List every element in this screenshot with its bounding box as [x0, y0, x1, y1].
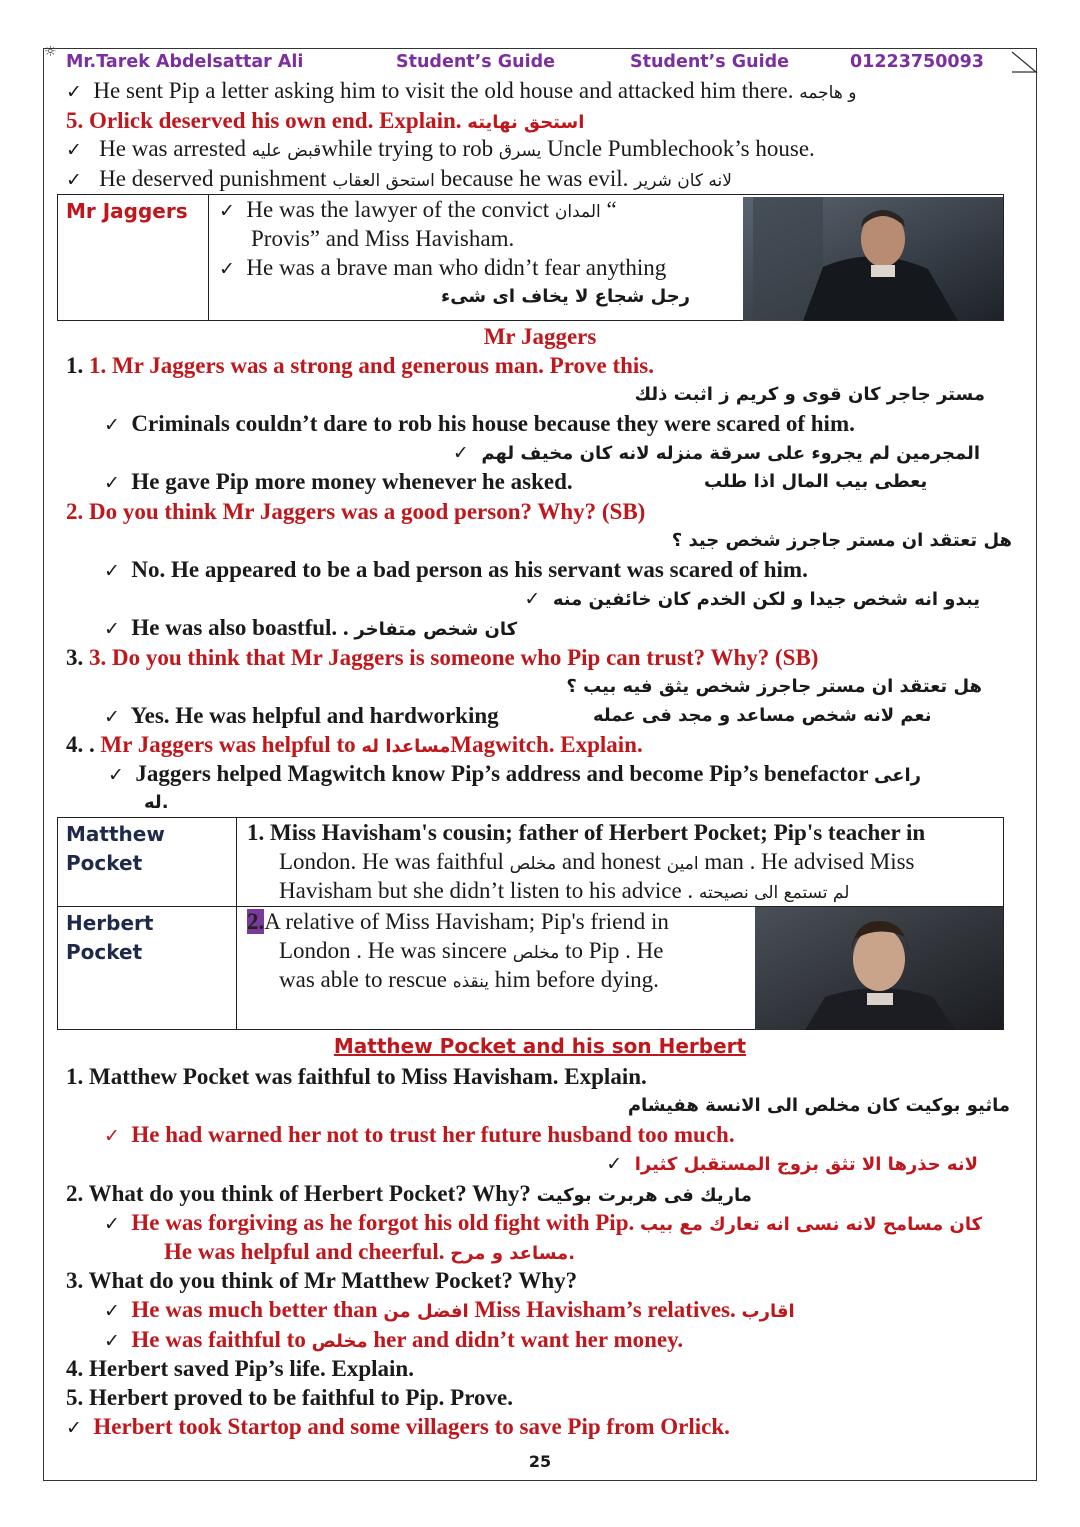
pockets-question-4: 4. Herbert saved Pip’s life. Explain. — [66, 1356, 414, 1381]
check-icon: ✓ — [104, 414, 120, 436]
jaggers-desc-3: ✓ He was a brave man who didn’t fear anything — [219, 255, 667, 280]
pockets-question-5: 5. Herbert proved to be faithful to Pip. Prove. — [66, 1385, 513, 1410]
jaggers-question-3-ar: هل تعتقد ان مستر جاجرز شخص يثق فيه بيب ؟ — [566, 676, 982, 697]
jaggers-question-1-ar: مستر جاجر كان قوى و كريم ز اثبت ذلك — [634, 384, 985, 405]
herbert-desc-cell — [237, 907, 1004, 1030]
check-icon: ✓ — [606, 1153, 623, 1175]
herbert-desc-3: was able to rescue ينقذه him before dying. — [279, 967, 659, 992]
matthew-desc-3: Havisham but she didn’t listen to his advice . لم تستمع الى نصيحته — [279, 878, 850, 903]
check-icon: ✓ — [66, 139, 82, 161]
pockets-answer-2: ✓ He was forgiving as he forgot his old fight with Pip. كان مسامح لانه نسى انه تعارك مع بيب — [104, 1210, 983, 1235]
pockets-question-3: 3. What do you think of Mr Matthew Pocket? Why? — [66, 1268, 578, 1293]
pockets-answer-1: ✓ He had warned her not to trust her future husband too much. — [104, 1122, 735, 1147]
pockets-answer-4: ✓ He was faithful to مخلص her and didn’t want her money. — [104, 1327, 684, 1352]
herbert-name-1: Herbert — [66, 911, 154, 935]
check-icon: ✓ — [104, 472, 120, 494]
guide-label-2: Student’s Guide — [630, 52, 790, 72]
orlick-line-1: ✓ He sent Pip a letter asking him to visit the old house and attacked him there. و هاجمه — [66, 78, 857, 103]
check-icon: ✓ — [104, 706, 120, 728]
jaggers-question-2-ar: هل تعتقد ان مستر جاجرز شخص جيد ؟ — [671, 530, 1012, 551]
jaggers-answer-5-ar: نعم لانه شخص مساعد و مجد فى عمله — [593, 705, 932, 726]
matthew-desc-2: London. He was faithful مخلص and honest امين man . He advised Miss — [279, 849, 915, 874]
orlick-answer-2: ✓ He deserved punishment استحق العقاب because he was evil. لانه كان شرير — [66, 166, 732, 191]
check-icon: ✓ — [66, 81, 82, 103]
matthew-name-1: Matthew — [66, 822, 165, 846]
herbert-portrait — [755, 907, 1003, 1030]
page-header — [48, 52, 1018, 78]
jaggers-question-2: 2. Do you think Mr Jaggers was a good person? Why? (SB) — [66, 499, 646, 524]
jaggers-answer-5: ✓ Yes. He was helpful and hardworking — [104, 703, 499, 728]
jaggers-info-table — [57, 194, 1004, 321]
check-icon: ✓ — [452, 442, 469, 464]
author-name: Mr.Tarek Abdelsattar Ali — [66, 52, 304, 72]
herbert-desc-2: London . He was sincere مخلص to Pip . He — [279, 938, 664, 963]
check-icon: ✓ — [104, 1125, 120, 1147]
check-icon: ✓ — [66, 169, 82, 191]
herbert-name-2: Pocket — [66, 940, 143, 964]
orlick-question-5: 5. Orlick deserved his own end. Explain. استحق نهايته — [66, 108, 585, 133]
page-number: 25 — [528, 1452, 552, 1471]
check-icon: ✓ — [104, 1213, 120, 1235]
jaggers-desc-1: ✓ He was the lawyer of the convict المدان “ — [219, 197, 617, 222]
jaggers-question-1: 1. 1. Mr Jaggers was a strong and generous man. Prove this. — [66, 353, 654, 378]
jaggers-answer-2-ar: يعطى بيب المال اذا طلب — [704, 471, 928, 492]
check-icon: ✓ — [219, 200, 235, 222]
jaggers-answer-4: ✓ He was also boastful. . كان شخص متفاخر — [104, 615, 518, 640]
pockets-section-title: Matthew Pocket and his son Herbert — [333, 1034, 747, 1058]
guide-label-1: Student’s Guide — [396, 52, 556, 72]
jaggers-question-4: 4. . Mr Jaggers was helpful to مساعدا لهMagwitch. Explain. — [66, 732, 643, 757]
jaggers-name-cell: Mr Jaggers — [58, 195, 209, 321]
jaggers-portrait — [743, 197, 1003, 321]
jaggers-answer-3-ar: يبدو انه شخص جيدا و لكن الخدم كان خائفين منه ✓ — [524, 588, 980, 610]
pockets-answer-5: ✓ Herbert took Startop and some villagers to save Pip from Orlick. — [66, 1414, 730, 1439]
jaggers-answer-6: ✓ Jaggers helped Magwitch know Pip’s address and become Pip’s benefactor راعى — [108, 761, 922, 786]
matthew-name-2: Pocket — [66, 851, 143, 875]
jaggers-answer-2: ✓ He gave Pip more money whenever he asked. — [104, 469, 573, 494]
pockets-question-1-ar: ماثيو بوكيت كان مخلص الى الانسة هفيشام — [627, 1095, 1010, 1116]
check-icon: ✓ — [104, 1300, 120, 1322]
jaggers-answer-6-ar: له. — [144, 792, 169, 813]
jaggers-desc-ar: رجل شجاع لا يخاف اى شىء — [441, 286, 691, 307]
pockets-answer-2b: He was helpful and cheerful. مساعد و مرح. — [164, 1239, 576, 1264]
orlick-answer-1: ✓ He was arrested قبض عليهwhile trying to rob يسرق Uncle Pumblechook’s house. — [66, 136, 815, 161]
check-icon: ✓ — [219, 258, 235, 280]
phone-number: 01223750093 — [850, 52, 984, 72]
jaggers-answer-1-ar: المجرمين لم يجروء على سرقة منزله لانه كان مخيف لهم ✓ — [452, 442, 980, 464]
check-icon: ✓ — [104, 618, 120, 640]
herbert-desc-1: 2.A relative of Miss Havisham; Pip's friend in — [247, 909, 669, 934]
check-icon: ✓ — [108, 764, 124, 786]
bulb-icon: ☼ — [44, 44, 57, 60]
pockets-question-1: 1. Matthew Pocket was faithful to Miss Havisham. Explain. — [66, 1064, 647, 1089]
jaggers-desc-cell — [209, 195, 1004, 321]
jaggers-section-title: Mr Jaggers — [483, 324, 597, 349]
matthew-desc-1: 1. Miss Havisham's cousin; father of Herbert Pocket; Pip's teacher in — [247, 820, 926, 845]
check-icon: ✓ — [104, 1330, 120, 1352]
check-icon: ✓ — [104, 560, 120, 582]
pockets-question-2: 2. What do you think of Herbert Pocket? Why? ماريك فى هربرت بوكيت — [66, 1181, 752, 1206]
pockets-answer-3: ✓ He was much better than افضل من Miss Havisham’s relatives. اقارب — [104, 1297, 795, 1322]
pockets-answer-1-ar: لانه حذرها الا تثق بزوج المستقبل كثيرا ✓ — [606, 1153, 978, 1175]
check-icon: ✓ — [524, 588, 541, 610]
jaggers-answer-1: ✓ Criminals couldn’t dare to rob his house because they were scared of him. — [104, 411, 855, 436]
check-icon: ✓ — [66, 1417, 82, 1439]
jaggers-question-3: 3. 3. Do you think that Mr Jaggers is someone who Pip can trust? Why? (SB) — [66, 645, 819, 670]
matthew-name-cell — [58, 818, 237, 907]
jaggers-desc-2: Provis” and Miss Havisham. — [251, 226, 515, 251]
herbert-name-cell — [58, 907, 237, 1030]
pockets-info-table — [57, 817, 1004, 1030]
jaggers-answer-3: ✓ No. He appeared to be a bad person as his servant was scared of him. — [104, 557, 808, 582]
matthew-desc-cell — [237, 818, 1004, 907]
